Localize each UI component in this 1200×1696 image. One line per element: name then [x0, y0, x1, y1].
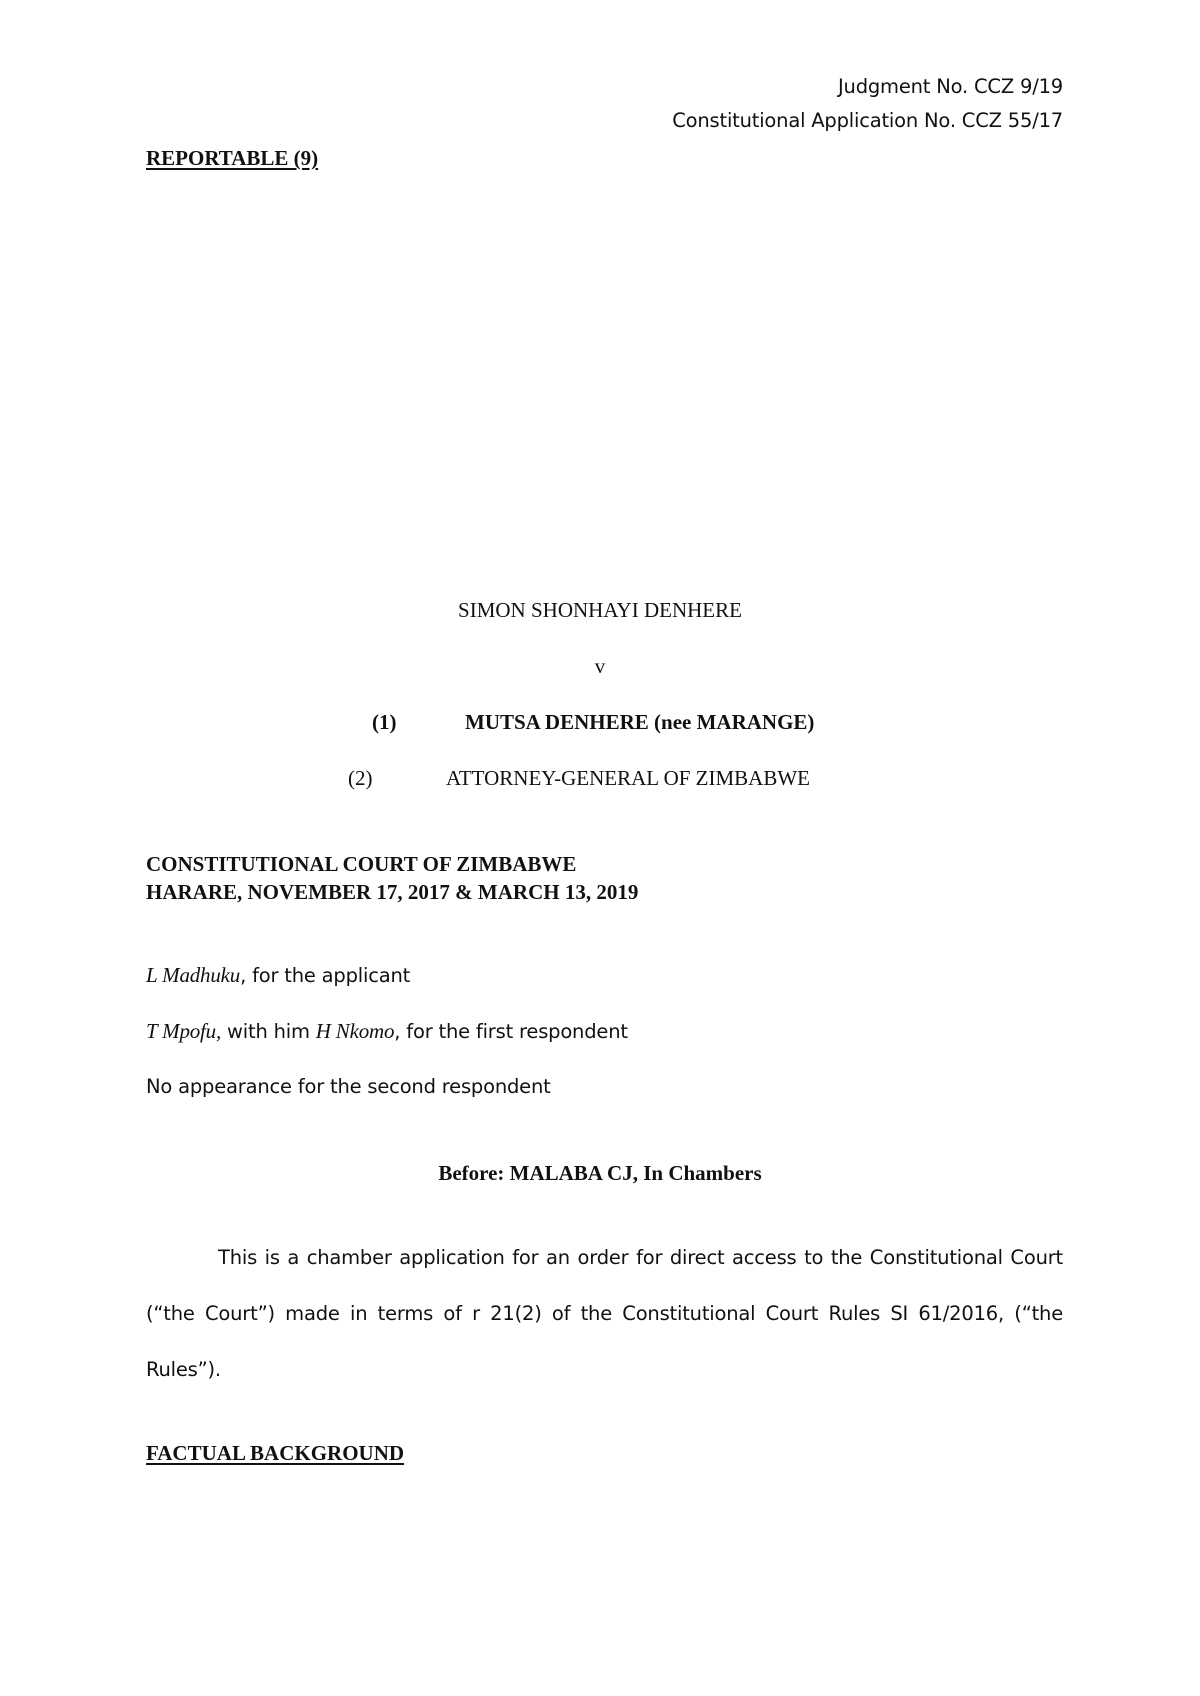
appearance-first-respondent: [146, 1019, 628, 1044]
respondent-1-name: MUTSA DENHERE (nee MARANGE): [465, 710, 815, 734]
hearing-place-dates: HARARE, NOVEMBER 17, 2017 & MARCH 13, 2019: [146, 880, 639, 904]
first-respondent-counsel-role: , for the first respondent: [394, 1020, 628, 1043]
respondent-1-number: (1): [372, 710, 397, 734]
first-respondent-junior-name: H Nkomo: [315, 1019, 395, 1043]
reportable-label: REPORTABLE (9): [146, 146, 319, 170]
section-heading-factual-background: FACTUAL BACKGROUND: [146, 1441, 405, 1465]
appearance-second-respondent: No appearance for the second respondent: [146, 1075, 551, 1098]
respondent-2-name: ATTORNEY-GENERAL OF ZIMBABWE: [446, 766, 810, 790]
court-name: CONSTITUTIONAL COURT OF ZIMBABWE: [146, 852, 577, 876]
first-respondent-counsel-with: with him: [221, 1020, 316, 1043]
appearance-applicant: [146, 963, 410, 988]
judgment-number: Judgment No. CCZ 9/19: [837, 75, 1063, 98]
body-paragraph-1: [146, 1230, 1063, 1398]
first-respondent-counsel-name: T Mpofu,: [146, 1019, 222, 1043]
application-number: Constitutional Application No. CCZ 55/17: [672, 109, 1063, 132]
applicant-counsel-role: , for the applicant: [240, 964, 411, 987]
applicant-name: SIMON SHONHAYI DENHERE: [458, 598, 742, 622]
before-judge-line: Before: MALABA CJ, In Chambers: [438, 1161, 762, 1185]
paragraph-1-text: This is a chamber application for an order for direct access to the Constitutional Court (“the Court”) made in terms of r 21(2) of the Constitutional Court Rules SI 61/2016, (“the Rules”).: [146, 1246, 1063, 1381]
versus-label: v: [594, 654, 606, 678]
applicant-counsel-name: L Madhuku: [146, 963, 241, 987]
respondent-2-number: (2): [348, 766, 373, 790]
case-reference-block: [672, 70, 1063, 138]
